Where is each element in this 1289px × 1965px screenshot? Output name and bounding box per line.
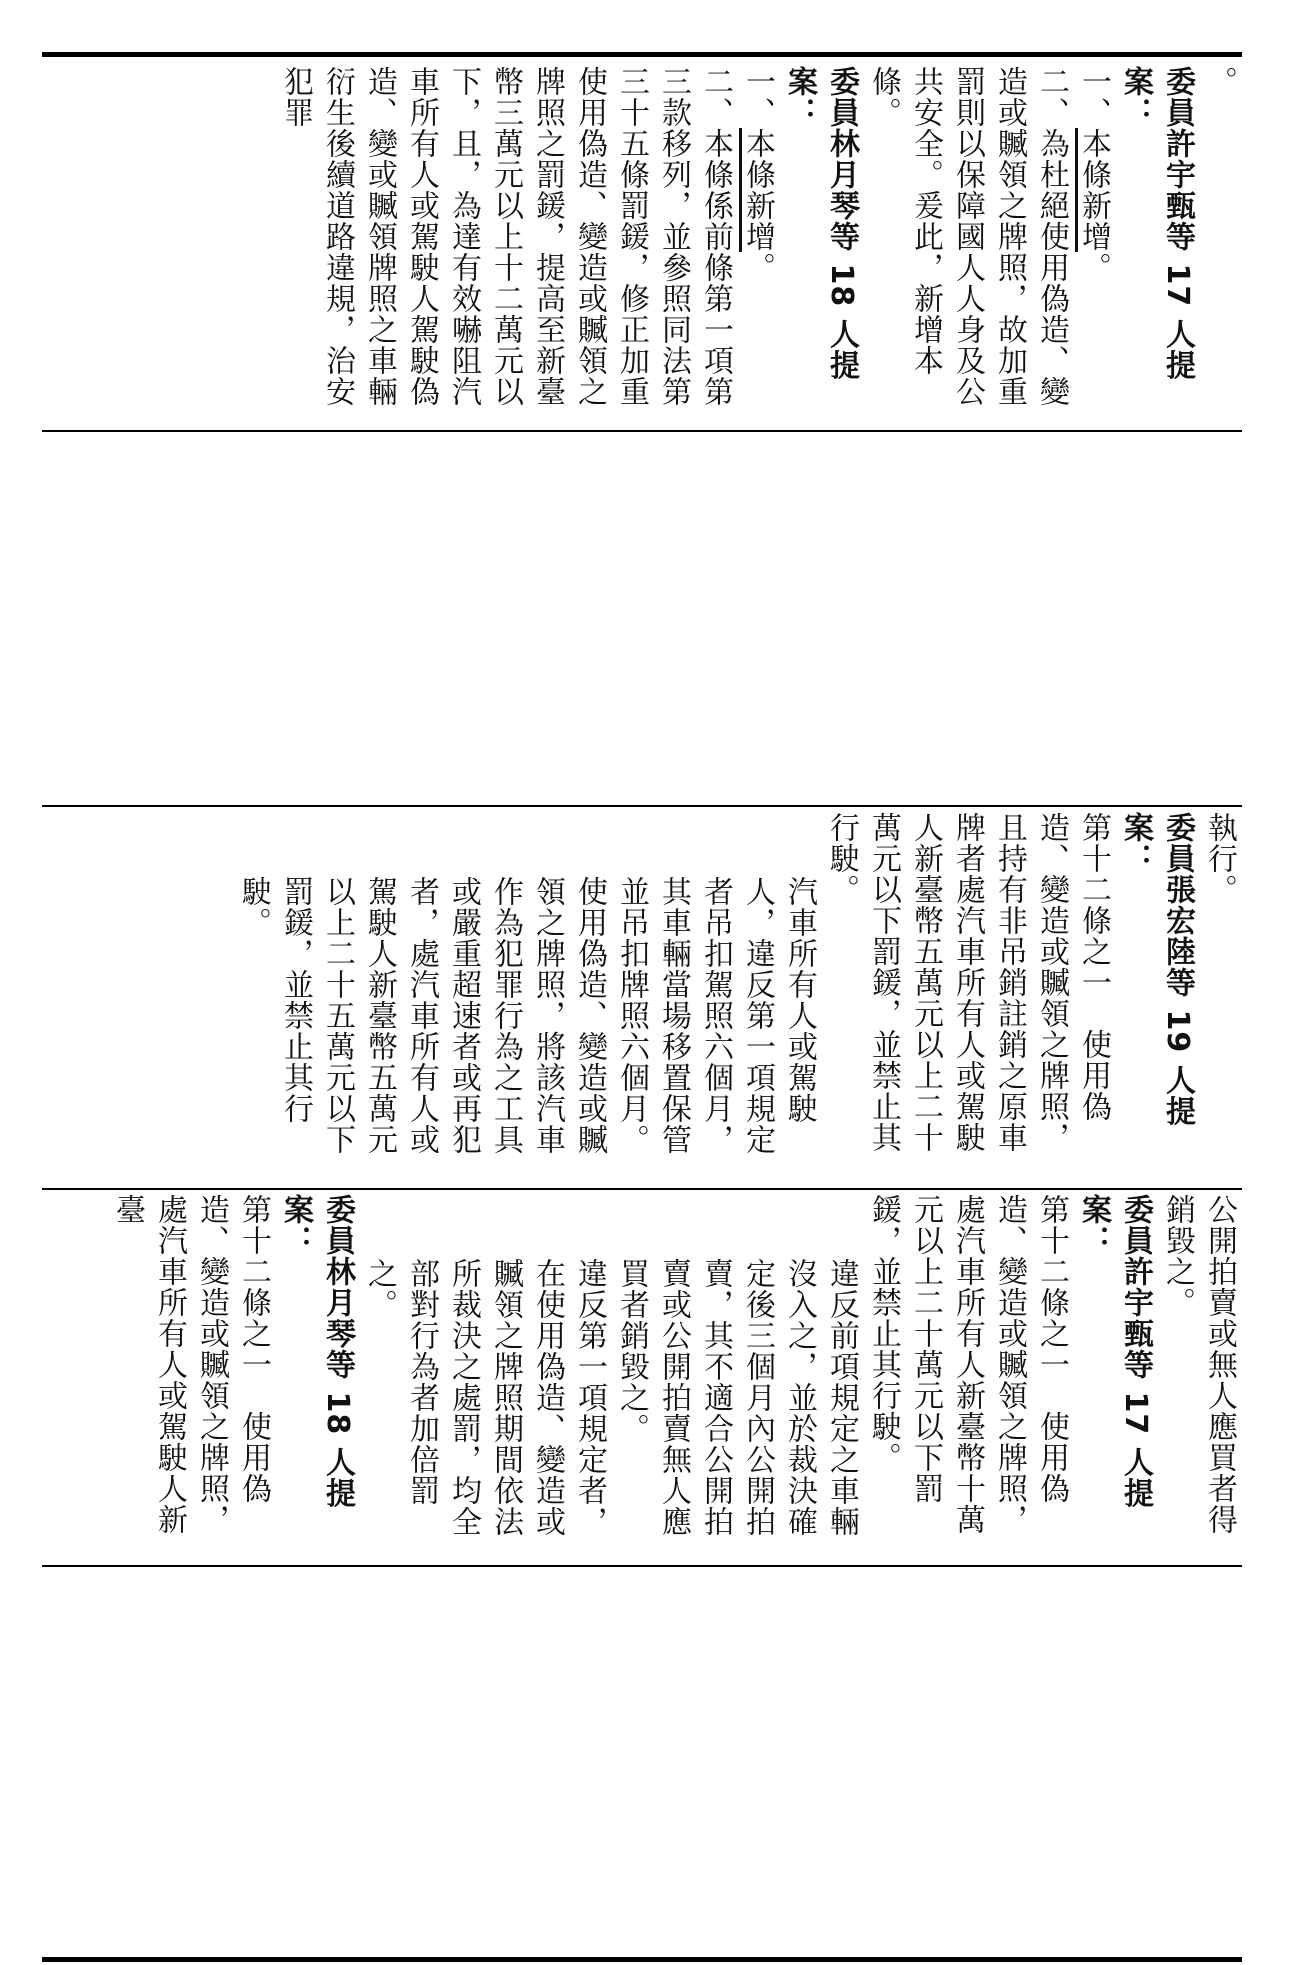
- para: 一、本條新增。: [740, 66, 775, 283]
- lower-right-cell: [60, 812, 1240, 1182]
- para: 二、本條係前條第一項第三款移列，並參照同法第三十五條罰鍰，修正加重使用偽造、變造或贓領之牌照之罰鍰，提高至新臺幣三萬元以上十二萬元以下，且，為達有效嚇阻汽車所有人或駕駛人駕駛偽造、變或贓領牌照之車輛衍生後續道路違規，治安犯罪: [278, 66, 733, 407]
- proposer-heading: 委員林月琴等 18 人提案：: [278, 1194, 355, 1509]
- divider-upper: [42, 430, 1242, 432]
- para: 第十二條之一 使用偽造、變造或贓領之牌照，處汽車所有人或駕駛人新臺: [110, 1194, 271, 1535]
- proposer-heading: 委員許宇甄等 17 人提案：: [1076, 1194, 1153, 1509]
- divider-middle: [42, 805, 1242, 807]
- para: 一、本條新增。: [1076, 66, 1111, 283]
- divider-left-top: [42, 1188, 1242, 1190]
- lower-left-cell: [60, 1194, 1240, 1558]
- para: 汽車所有人或駕駛人，違反第一項規定者吊扣駕照六個月，其車輛當場移置保管並吊扣牌照六個月。: [614, 876, 817, 1155]
- para: 違反第一項規定者，在使用偽造、變造或贓領之牌照期間依法所裁決之處罰，均全部對行為者加倍罰之。: [362, 1258, 607, 1537]
- para: 二、為杜絕使用偽造、變造或贓領之牌照，故加重罰則以保障國人人身及公共安全。爰此，新增本條。: [866, 66, 1069, 407]
- para: 使用偽造、變造或贓領之牌照，將該汽車作為犯罪行為之工具或嚴重超速者或再犯者，處汽車所有人或駕駛人新臺幣五萬元以上二十五萬元以下罰鍰，並禁止其行駛。: [236, 876, 607, 1155]
- proposer-heading: 委員林月琴等 18 人提案：: [782, 66, 859, 381]
- para: 公開拍賣或無人應買者得銷毀之。: [1160, 1194, 1237, 1535]
- para: 第十二條之一 使用偽造、變造或贓領之牌照，且持有非吊銷註銷之原車牌者處汽車所有人或駕駛人新臺幣五萬元以上二十萬元以下罰鍰，並禁止其行駛。: [824, 812, 1111, 1153]
- para: 違反前項規定之車輛沒入之，並於裁決確定後三個月內公開拍賣，其不適合公開拍賣或公開拍賣無人應買者銷毀之。: [614, 1258, 859, 1537]
- para: 執行。: [1202, 812, 1237, 905]
- para: 。: [1202, 66, 1237, 97]
- divider-left-bottom: [42, 1565, 1242, 1567]
- para: 第十二條之一 使用偽造、變造或贓領之牌照，處汽車所有人新臺幣十萬元以上二十萬元以下罰鍰，並禁止其行駛。: [866, 1194, 1069, 1535]
- proposer-heading: 委員張宏陸等 19 人提案：: [1118, 812, 1195, 1127]
- bottom-rule: [42, 1957, 1242, 1962]
- underlined-text: 本條新增: [740, 128, 775, 252]
- proposer-heading: 委員許宇甄等 17 人提案：: [1118, 66, 1195, 381]
- underlined-text: 本條新增: [1076, 128, 1111, 252]
- top-rule: [42, 52, 1242, 57]
- upper-right-cell: [60, 66, 1240, 422]
